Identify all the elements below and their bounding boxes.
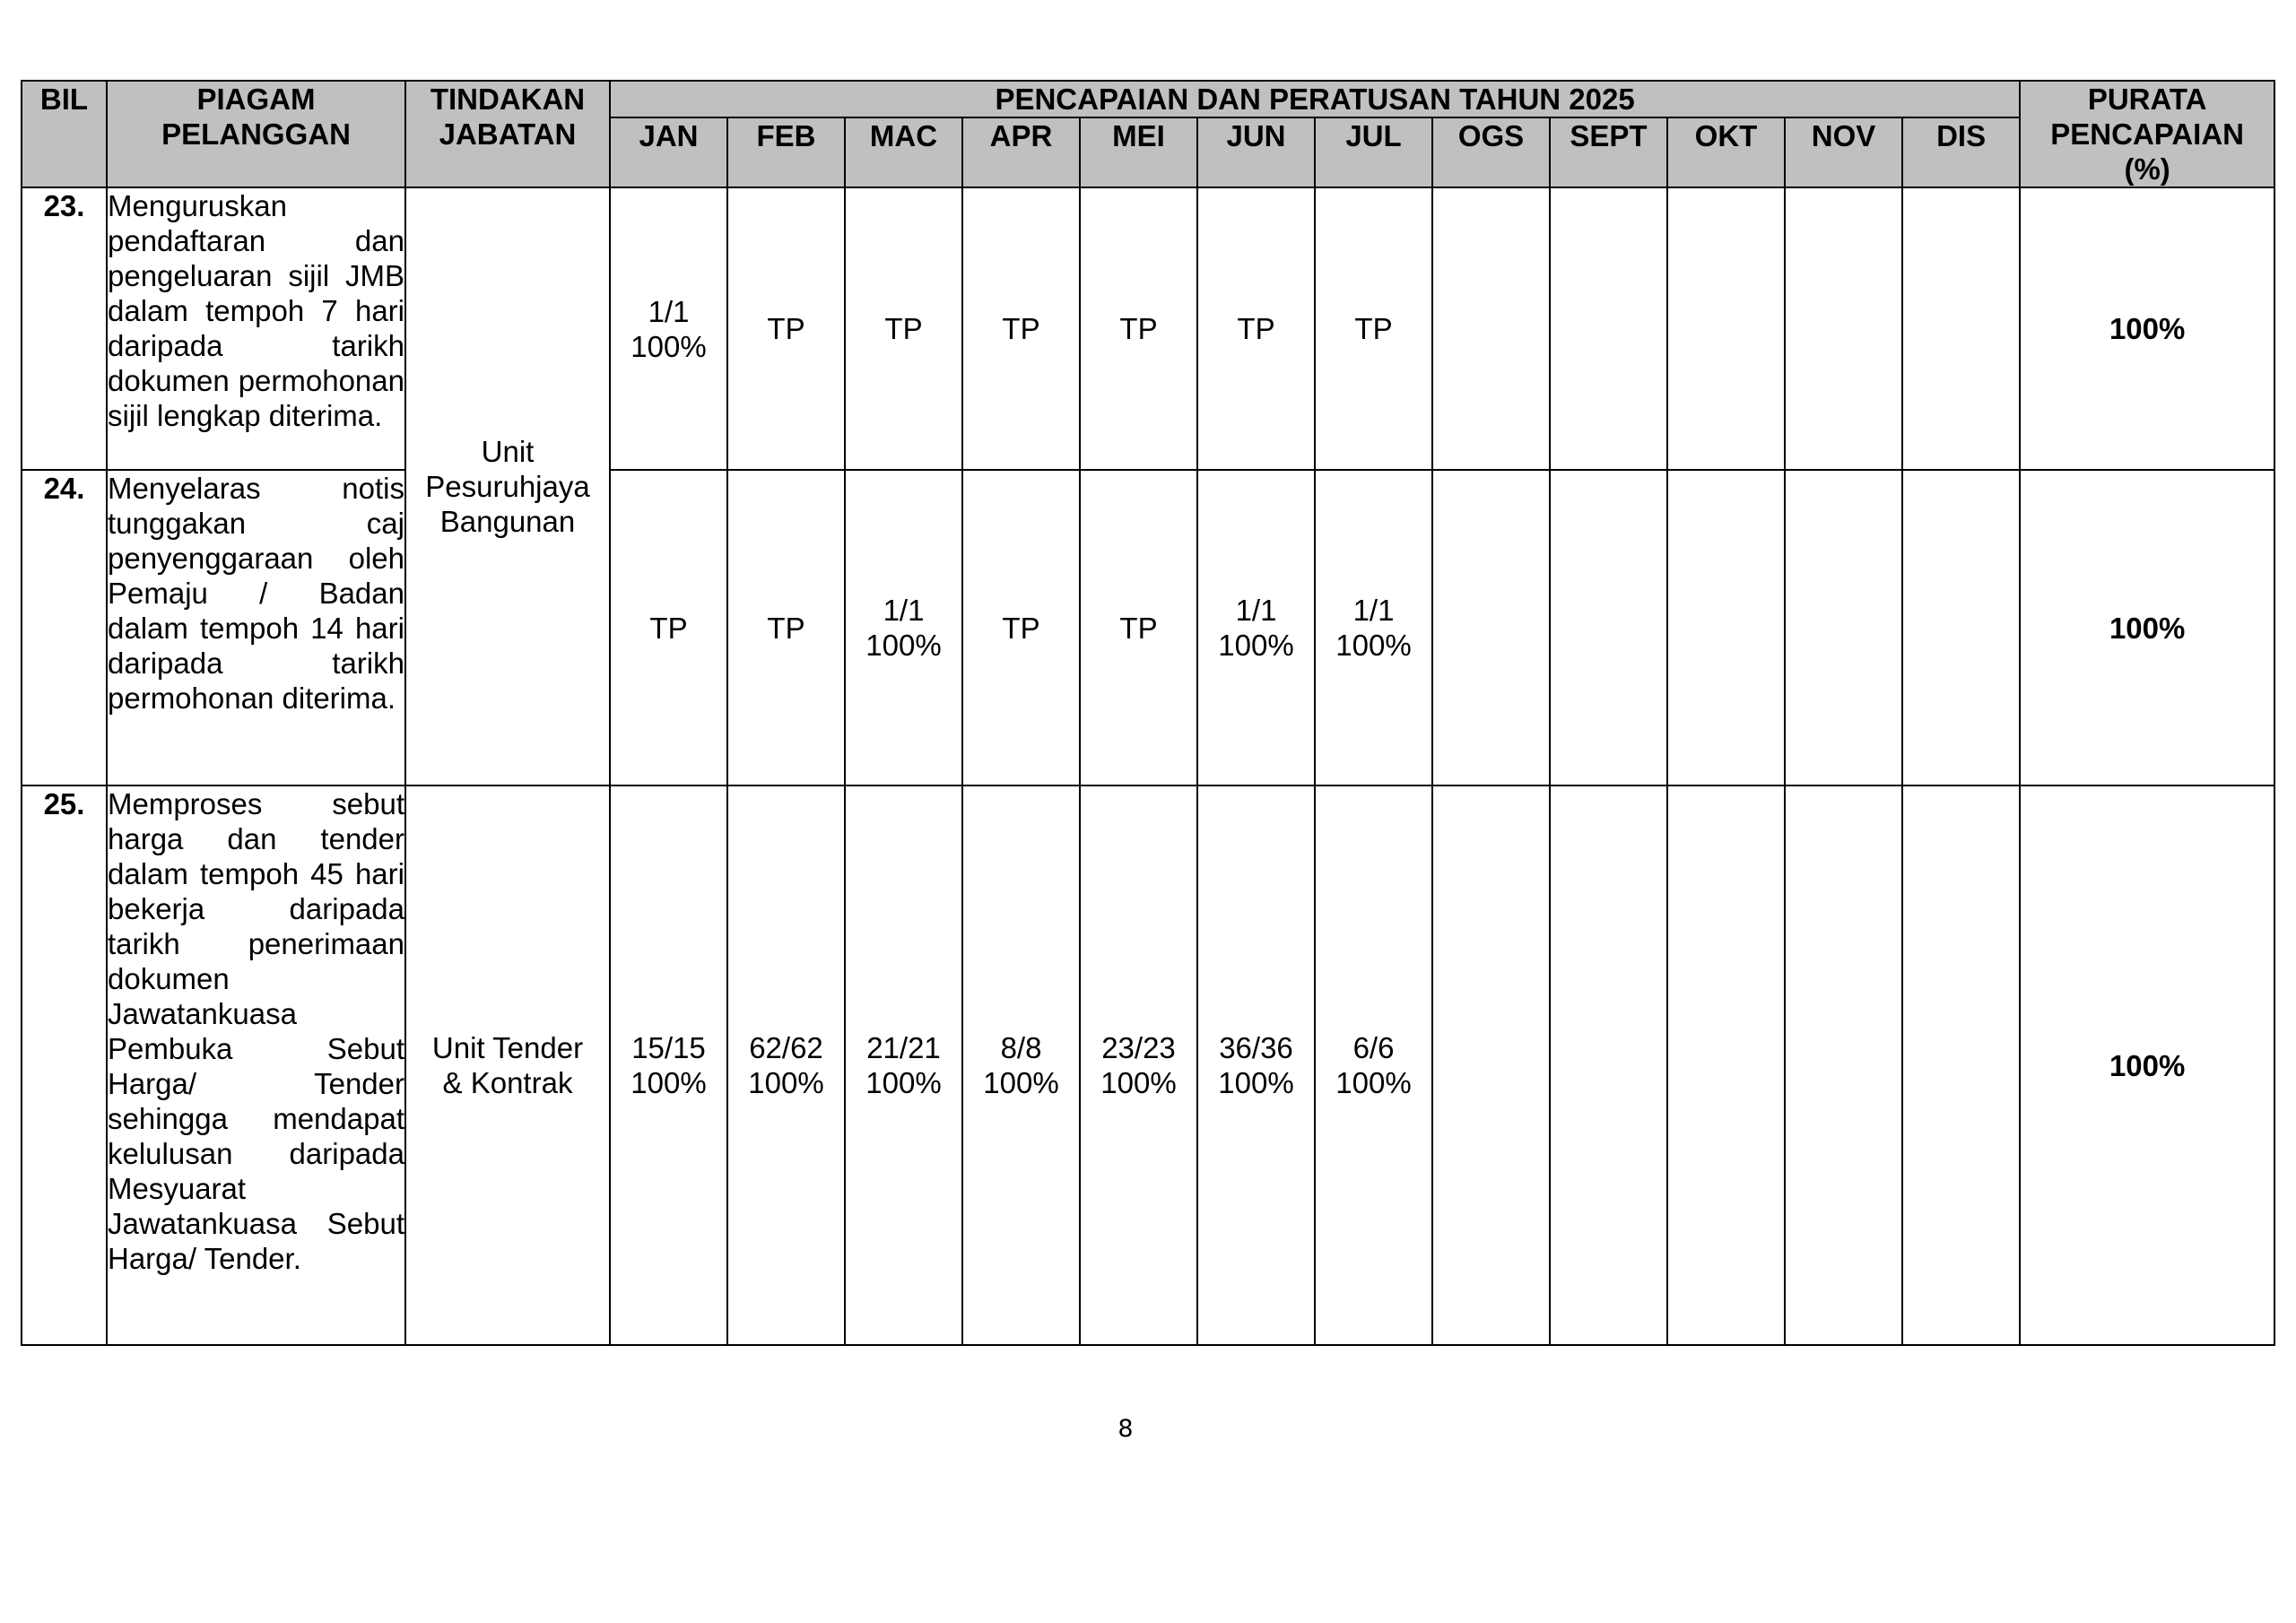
row-number: 25. xyxy=(22,785,107,1345)
percent-value: 100% xyxy=(1335,1066,1412,1099)
count-value: 36/36 xyxy=(1219,1031,1293,1064)
percent-value: 100% xyxy=(748,1066,824,1099)
count-value: 1/1 xyxy=(883,594,925,627)
table-header xyxy=(22,81,2274,187)
month-cell xyxy=(962,785,1080,1345)
month-cell xyxy=(1080,470,1197,785)
header-purata-line1: PURATA xyxy=(2087,82,2207,116)
month-cell xyxy=(962,187,1080,470)
month-cell xyxy=(1315,470,1432,785)
header-purata-line2: PENCAPAIAN xyxy=(2050,117,2245,151)
achievement-table xyxy=(21,80,2275,1346)
month-cell xyxy=(1432,470,1550,785)
month-header: MAC xyxy=(845,117,962,187)
average-achievement: 100% xyxy=(2020,785,2274,1345)
month-cell xyxy=(1902,187,2020,470)
department-line: Pesuruhjaya xyxy=(425,470,590,503)
count-value: 1/1 xyxy=(648,294,690,328)
month-header: JAN xyxy=(610,117,727,187)
piagam-text-content: Menyelaras notis tunggakan caj penyenggaraan oleh Pemaju / Badan dalam tempoh 14 hari daripada tarikh permohonan diterima. xyxy=(108,472,404,715)
month-header: OGS xyxy=(1432,117,1550,187)
department-cell xyxy=(405,785,610,1345)
month-cell xyxy=(1550,187,1667,470)
month-cell xyxy=(1080,785,1197,1345)
percent-value: 100% xyxy=(631,1066,707,1099)
month-cell xyxy=(1197,187,1315,470)
month-cell xyxy=(1432,187,1550,470)
piagam-text-content: Memproses sebut harga dan tender dalam tempoh 45 hari bekerja daripada tarikh penerimaan dokumen Jawatankuasa Pembuka Sebut Harga/ Tender sehingga mendapat kelulusan daripada Mesyuarat Jawatankuasa Sebut Harga/ Tender. xyxy=(108,787,404,1275)
month-cell xyxy=(1315,187,1432,470)
department-line: Unit Tender xyxy=(431,1031,584,1064)
count-value: TP xyxy=(1354,312,1393,345)
count-value: TP xyxy=(1002,611,1040,645)
count-value: TP xyxy=(1002,312,1040,345)
month-header: SEPT xyxy=(1550,117,1667,187)
month-cell xyxy=(1315,785,1432,1345)
month-cell xyxy=(1785,187,1902,470)
month-cell xyxy=(1902,470,2020,785)
month-header: FEB xyxy=(727,117,845,187)
row-number: 24. xyxy=(22,470,107,785)
percent-value: 100% xyxy=(865,629,942,662)
header-tindakan-line2: JABATAN xyxy=(439,117,577,151)
header-piagam-line2: PELANGGAN xyxy=(161,117,351,151)
month-cell xyxy=(845,785,962,1345)
header-pencapaian xyxy=(610,81,2020,117)
month-header: JUN xyxy=(1197,117,1315,187)
month-header: NOV xyxy=(1785,117,1902,187)
month-cell xyxy=(727,785,845,1345)
percent-value: 100% xyxy=(1218,629,1294,662)
department-cell xyxy=(405,187,610,785)
month-header: JUL xyxy=(1315,117,1432,187)
month-cell xyxy=(727,470,845,785)
header-purata xyxy=(2020,81,2274,187)
month-cell xyxy=(610,785,727,1345)
month-cell xyxy=(1080,187,1197,470)
month-cell xyxy=(1667,187,1785,470)
count-value: TP xyxy=(649,611,688,645)
month-header: OKT xyxy=(1667,117,1785,187)
month-header: APR xyxy=(962,117,1080,187)
month-cell xyxy=(1432,785,1550,1345)
header-bil-label: BIL xyxy=(39,82,89,116)
month-cell xyxy=(727,187,845,470)
piagam-text xyxy=(107,187,405,470)
piagam-text xyxy=(107,470,405,785)
month-cell xyxy=(1667,470,1785,785)
percent-value: 100% xyxy=(631,329,707,363)
month-header: DIS xyxy=(1902,117,2020,187)
department-line: & Kontrak xyxy=(442,1066,573,1099)
piagam-text-content: Menguruskan pendaftaran dan pengeluaran sijil JMB dalam tempoh 7 hari daripada tarikh dokumen permohonan sijil lengkap diterima. xyxy=(108,189,404,432)
header-tindakan xyxy=(405,81,610,187)
percent-value: 100% xyxy=(1335,629,1412,662)
percent-value: 100% xyxy=(865,1066,942,1099)
count-value: TP xyxy=(1119,312,1158,345)
page-number: 8 xyxy=(1118,1415,1134,1443)
department-line: Unit xyxy=(481,435,535,468)
month-cell xyxy=(1667,785,1785,1345)
month-cell xyxy=(610,187,727,470)
count-value: 1/1 xyxy=(1352,594,1395,627)
average-achievement: 100% xyxy=(2020,470,2274,785)
month-cell xyxy=(1550,470,1667,785)
percent-value: 100% xyxy=(1100,1066,1177,1099)
count-value: TP xyxy=(1119,611,1158,645)
table-row xyxy=(22,187,2274,470)
month-cell xyxy=(1197,785,1315,1345)
percent-value: 100% xyxy=(983,1066,1059,1099)
piagam-text xyxy=(107,785,405,1345)
count-value: 23/23 xyxy=(1101,1031,1176,1064)
count-value: 21/21 xyxy=(866,1031,941,1064)
month-cell xyxy=(1197,470,1315,785)
count-value: 1/1 xyxy=(1235,594,1277,627)
count-value: 8/8 xyxy=(1000,1031,1042,1064)
header-purata-line3: (%) xyxy=(2124,152,2170,186)
month-cell xyxy=(845,470,962,785)
month-cell xyxy=(845,187,962,470)
count-value: 6/6 xyxy=(1352,1031,1395,1064)
count-value: TP xyxy=(767,312,805,345)
header-piagam xyxy=(107,81,405,187)
header-piagam-line1: PIAGAM xyxy=(196,82,316,116)
month-cell xyxy=(1785,785,1902,1345)
count-value: 62/62 xyxy=(749,1031,823,1064)
count-value: TP xyxy=(767,611,805,645)
count-value: TP xyxy=(1237,312,1275,345)
month-cell xyxy=(1902,785,2020,1345)
month-cell xyxy=(1550,785,1667,1345)
month-cell xyxy=(1785,470,1902,785)
month-header: MEI xyxy=(1080,117,1197,187)
table-row xyxy=(22,785,2274,1345)
table-row xyxy=(22,470,2274,785)
count-value: 15/15 xyxy=(631,1031,706,1064)
month-cell xyxy=(962,470,1080,785)
department-line: Bangunan xyxy=(439,505,576,538)
header-bil xyxy=(22,81,107,187)
percent-value: 100% xyxy=(1218,1066,1294,1099)
count-value: TP xyxy=(884,312,923,345)
month-cell xyxy=(610,470,727,785)
row-number: 23. xyxy=(22,187,107,470)
average-achievement: 100% xyxy=(2020,187,2274,470)
header-tindakan-line1: TINDAKAN xyxy=(430,82,586,116)
header-pencapaian-label: PENCAPAIAN DAN PERATUSAN TAHUN 2025 xyxy=(995,82,1635,116)
